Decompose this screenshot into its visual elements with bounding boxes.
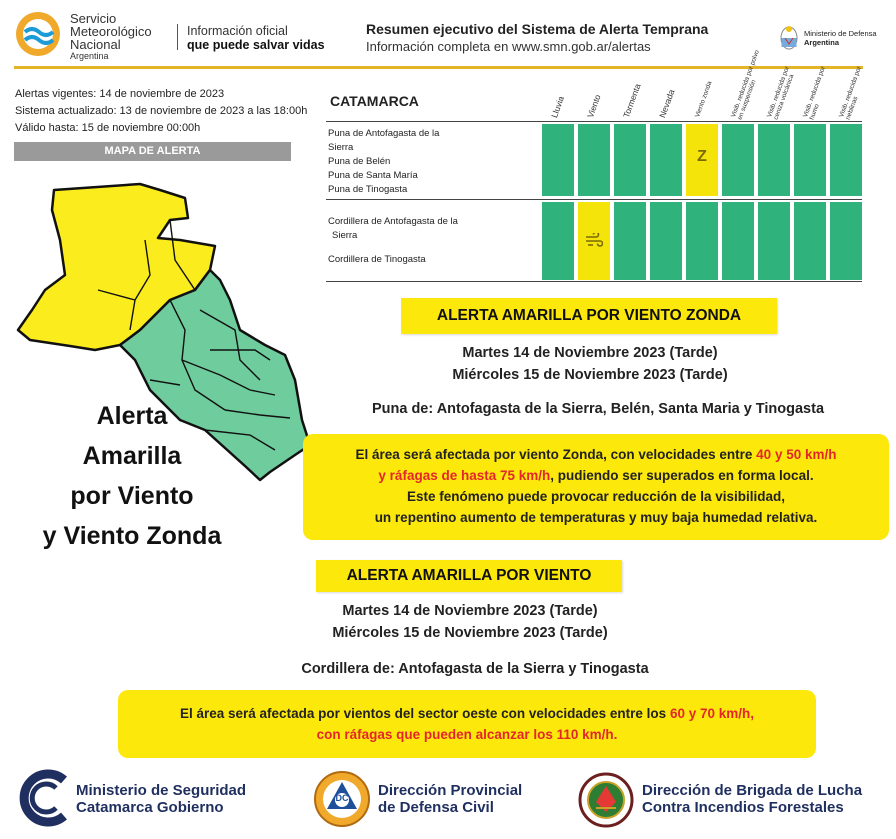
big-title-line1: Alerta	[96, 402, 168, 430]
zonda-desc-e: Este fenómeno puede provocar reducción de la visibilidad,	[406, 489, 786, 504]
group1-zones	[328, 127, 439, 197]
col-lluvia: Lluvia	[549, 94, 567, 120]
zone-puna-belen: Puna de Belén	[328, 156, 391, 167]
table-rule-mid	[326, 199, 862, 200]
cell-g1-ceniza	[758, 124, 790, 196]
col-ceniza: Visib. reducida por ceniza volcánica	[766, 65, 796, 121]
big-title-line3: por Viento	[70, 482, 194, 510]
col-viento: Viento	[585, 93, 603, 120]
alert-zonda-area: Puna de: Antofagasta de la Sierra, Belén, Santa Maria y Tinogasta	[371, 401, 825, 417]
group2-zones	[328, 215, 458, 267]
zone-puna-antofagasta-cont: Sierra	[328, 142, 354, 153]
smn-country: Argentina	[70, 51, 109, 61]
header-divider	[177, 24, 178, 50]
cell-g2-lluvia	[542, 202, 574, 280]
zone-cordillera-antofagasta-cont: Sierra	[332, 230, 358, 241]
header-subtitle: Información completa en www.smn.gob.ar/alertas	[366, 39, 651, 54]
zone-cordillera-antofagasta: Cordillera de Antofagasta de la	[328, 216, 458, 227]
footer-brigada	[642, 782, 862, 816]
cell-g2-ceniza	[758, 202, 790, 280]
viento-desc-a: El área será afectada por vientos del sector oeste con velocidades entre los	[179, 706, 670, 721]
col-header-nevada	[652, 50, 688, 120]
col-header-zonda	[688, 50, 724, 120]
viento-desc-gusts: con ráfagas que pueden alcanzar los 110 km/h.	[316, 727, 618, 742]
zone-puna-tinogasta: Puna de Tinogasta	[328, 184, 408, 195]
cell-g1-viento	[578, 124, 610, 196]
mapa-alerta-bar: MAPA DE ALERTA	[14, 142, 291, 161]
slogan	[187, 24, 325, 52]
slogan-line1: Información oficial	[187, 24, 288, 38]
region-title: CATAMARCA	[330, 93, 419, 109]
footer-brigada-line1: Dirección de Brigada de Lucha	[642, 782, 863, 799]
alert-viento-date2: Miércoles 15 de Noviembre 2023 (Tarde)	[332, 625, 608, 641]
big-alert-title	[12, 396, 252, 556]
footer-seguridad-line1: Ministerio de Seguridad	[76, 782, 247, 799]
alert-zonda-label: ALERTA AMARILLA POR VIENTO ZONDA	[401, 298, 777, 334]
zonda-desc-speed: 40 y 50 km/h	[756, 447, 837, 462]
brigada-incendios-logo	[578, 772, 634, 828]
cell-g1-lluvia	[542, 124, 574, 196]
big-title-line2: Amarilla	[82, 442, 182, 470]
header-title: Resumen ejecutivo del Sistema de Alerta Temprana	[366, 21, 709, 37]
ministry-defensa	[804, 29, 877, 47]
zone-puna-antofagasta: Puna de Antofagasta de la	[328, 128, 440, 139]
cell-g2-nevada	[650, 202, 682, 280]
alert-viento-label: ALERTA AMARILLA POR VIENTO	[316, 560, 622, 592]
slogan-line2: que puede salvar vidas	[187, 38, 325, 52]
status-valido: Válido hasta: 15 de noviembre 00:00h	[15, 122, 201, 134]
status-block	[15, 86, 307, 137]
big-title-line4: y Viento Zonda	[42, 522, 222, 550]
cell-g2-polvo	[722, 202, 754, 280]
zone-cordillera-tinogasta: Cordillera de Tinogasta	[328, 254, 426, 265]
col-header-lluvia	[544, 50, 580, 120]
zonda-icon: Z	[697, 148, 707, 165]
cell-g1-humo	[794, 124, 826, 196]
alert-viento-dates	[260, 600, 680, 644]
col-zonda: Viento zonda	[694, 80, 714, 119]
alert-viento-date1: Martes 14 de Noviembre 2023 (Tarde)	[342, 603, 598, 619]
cell-g2-humo	[794, 202, 826, 280]
zonda-desc-d: , pudiendo ser superados en forma local.	[550, 468, 814, 483]
ministry-line2: Argentina	[804, 38, 840, 47]
status-vigentes: Alertas vigentes: 14 de noviembre de 2023	[15, 88, 225, 100]
col-neblinas: Visib. reducida por neblinas	[838, 65, 863, 121]
col-polvo: Visib. reducida por polvo en suspensión	[730, 49, 761, 121]
cell-g1-tormenta	[614, 124, 646, 196]
ministerio-seguridad-logo	[16, 768, 72, 828]
col-header-polvo	[724, 50, 760, 120]
alert-viento-description	[118, 690, 816, 758]
col-header-humo	[796, 50, 832, 120]
smn-line1: Servicio	[70, 11, 117, 26]
cell-g2-zonda	[686, 202, 718, 280]
zonda-desc-f: un repentino aumento de temperaturas y muy baja humedad relativa.	[374, 510, 818, 525]
wind-icon	[585, 233, 603, 247]
col-header-neblinas	[832, 50, 868, 120]
footer-seguridad	[76, 782, 246, 816]
alert-viento-area: Cordillera de: Antofagasta de la Sierra y Tinogasta	[301, 661, 649, 677]
alert-zonda-description	[303, 434, 889, 540]
cell-g2-viento	[578, 202, 610, 280]
col-nevada: Nevada	[657, 88, 677, 120]
alert-zonda-dates	[380, 342, 800, 386]
table-rule-top	[326, 121, 862, 122]
ministry-line1: Ministerio de Defensa	[804, 29, 877, 38]
cell-g1-nevada	[650, 124, 682, 196]
smn-line2: Meteorológico	[70, 24, 152, 39]
cell-g1-polvo	[722, 124, 754, 196]
table-rule-bottom	[326, 281, 862, 282]
dc-badge-text: DC	[335, 793, 349, 803]
zonda-desc-gusts: y ráfagas de hasta 75 km/h	[378, 468, 551, 483]
col-header-tormenta	[616, 50, 652, 120]
smn-line3: Nacional	[70, 37, 121, 52]
zone-puna-santa-maria: Puna de Santa María	[328, 170, 418, 181]
footer-dc-line2: de Defensa Civil	[378, 799, 494, 816]
footer-defensa-civil	[378, 782, 522, 816]
smn-wordmark	[70, 12, 152, 61]
smn-logo	[14, 10, 62, 58]
cell-g2-tormenta	[614, 202, 646, 280]
argentina-emblem-icon	[780, 24, 798, 50]
alert-zonda-date2: Miércoles 15 de Noviembre 2023 (Tarde)	[452, 367, 728, 383]
col-tormenta: Tormenta	[621, 82, 643, 120]
cell-g2-neblinas	[830, 202, 862, 280]
zonda-desc-a: El área será afectada por viento Zonda, con velocidades entre	[355, 447, 757, 462]
status-actualizado: Sistema actualizado: 13 de noviembre de 2023 a las 18:00h	[15, 105, 308, 117]
footer-seguridad-line2: Catamarca Gobierno	[76, 799, 224, 816]
col-humo: Visib. reducida por humo	[802, 65, 827, 121]
cell-g1-zonda	[686, 124, 718, 196]
cell-g1-neblinas	[830, 124, 862, 196]
col-header-ceniza	[760, 50, 796, 120]
col-header-viento	[580, 50, 616, 120]
viento-desc-speed: 60 y 70 km/h,	[669, 706, 755, 721]
footer-brigada-line2: Contra Incendios Forestales	[642, 799, 844, 816]
alert-zonda-date1: Martes 14 de Noviembre 2023 (Tarde)	[462, 345, 718, 361]
footer-dc-line1: Dirección Provincial	[378, 782, 523, 799]
